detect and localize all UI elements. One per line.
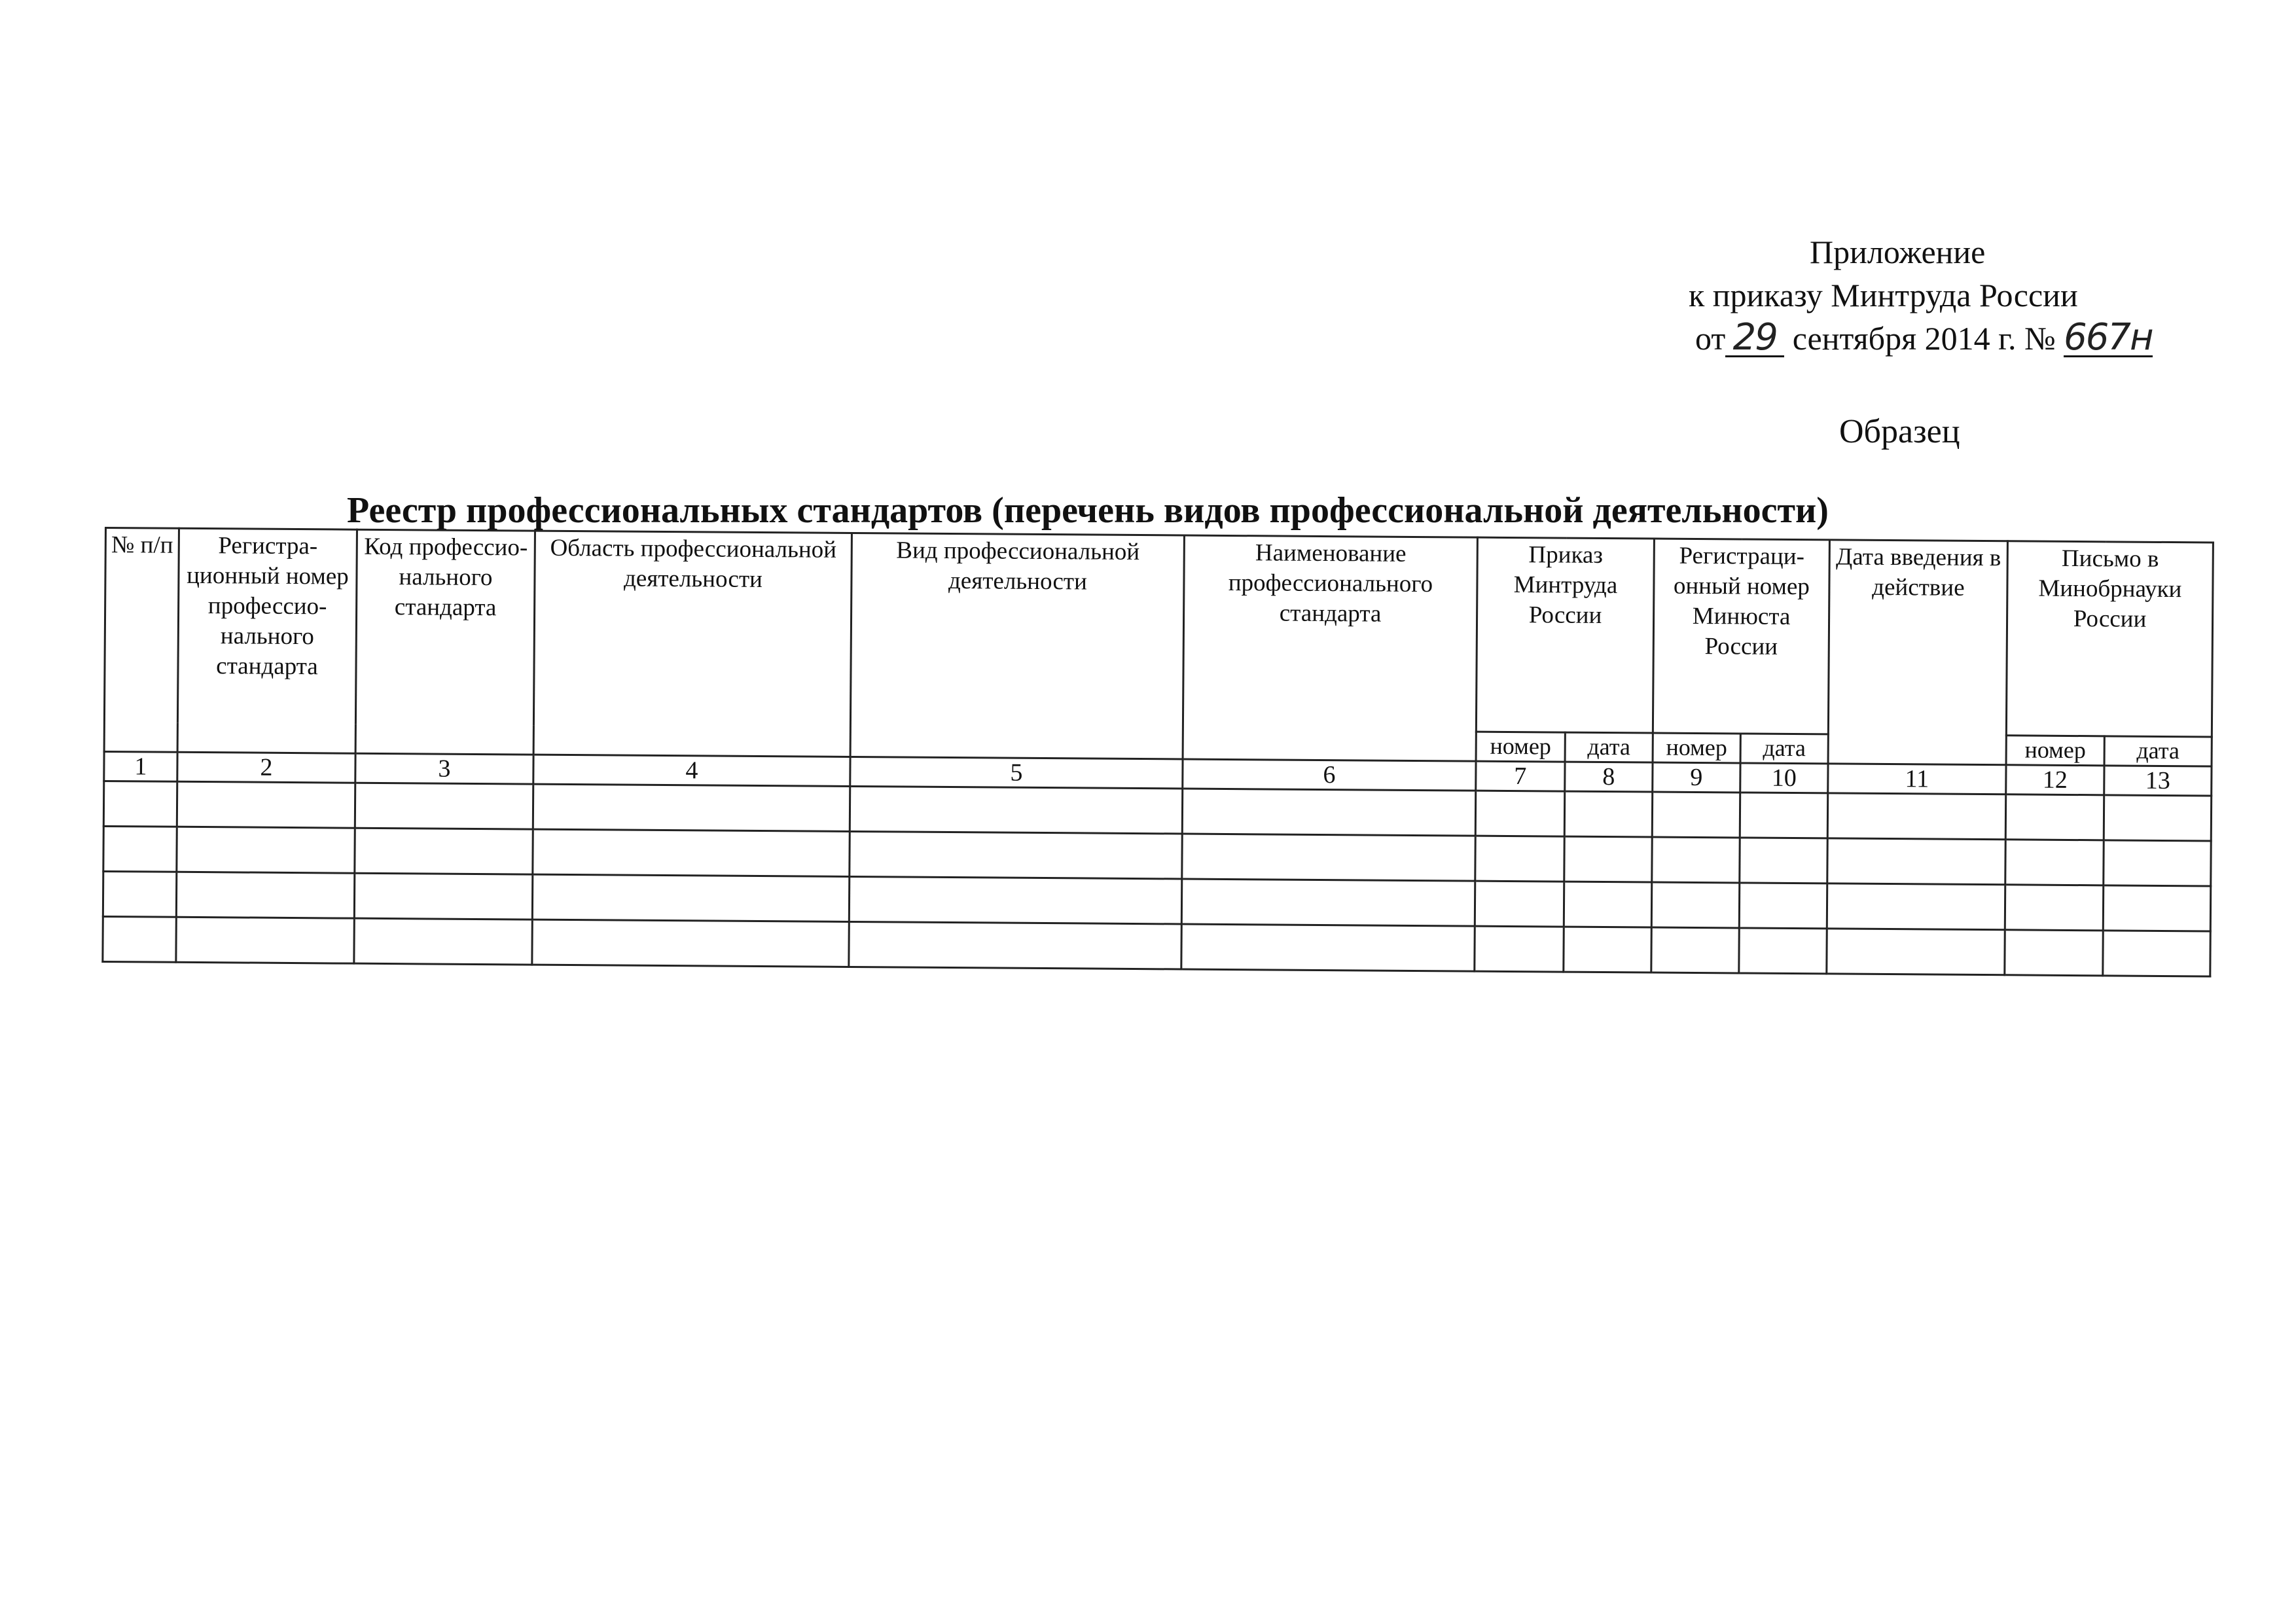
table-cell xyxy=(1652,837,1740,883)
table-cell xyxy=(850,831,1182,879)
table-cell xyxy=(1475,836,1564,882)
header-code: Код профессио-нального стандарта xyxy=(355,529,535,755)
column-number: 4 xyxy=(533,755,850,786)
date-prefix: от xyxy=(1695,320,1726,357)
table-cell xyxy=(849,921,1181,969)
table-cell xyxy=(1827,929,2005,975)
column-number: 7 xyxy=(1476,761,1565,791)
table-cell xyxy=(103,916,176,962)
table-cell xyxy=(177,827,355,873)
header-name: Наименование профессионального стандарта xyxy=(1183,535,1477,761)
number-sign: № xyxy=(2024,320,2056,357)
column-number: 8 xyxy=(1565,762,1653,792)
table-cell xyxy=(533,829,850,876)
subheader-minjust-number: номер xyxy=(1653,733,1740,763)
subheader-minjust-date: дата xyxy=(1740,734,1828,764)
column-number: 13 xyxy=(2104,766,2212,796)
table-cell xyxy=(1827,793,2005,840)
column-number: 10 xyxy=(1740,763,1828,793)
table-cell xyxy=(2005,930,2103,976)
table-cell xyxy=(177,781,355,828)
header-effective-date: Дата введения в действие xyxy=(1828,540,2007,765)
column-number: 9 xyxy=(1653,762,1740,793)
table-cell xyxy=(1475,791,1564,836)
table-cell xyxy=(1181,879,1475,926)
header-order: Приказ Минтруда России xyxy=(1476,537,1654,733)
table-cell xyxy=(1740,793,1827,838)
table-cell xyxy=(176,872,354,918)
column-number: 5 xyxy=(850,757,1183,789)
header-row xyxy=(104,528,2213,737)
header-area: Область профессиональной деятельности xyxy=(533,531,852,757)
table-cell xyxy=(103,781,177,827)
sample-label: Образец xyxy=(1839,413,1960,450)
table-cell xyxy=(850,786,1182,834)
column-number: 2 xyxy=(177,752,355,783)
table-cell xyxy=(1564,836,1652,882)
table-cell xyxy=(2005,885,2103,931)
table-cell xyxy=(1651,882,1739,928)
table-cell xyxy=(354,918,532,965)
table-cell xyxy=(2103,885,2210,931)
table-cell xyxy=(2005,794,2104,840)
subheader-order-date: дата xyxy=(1565,732,1653,762)
page-title: Реестр профессиональных стандартов (перечень видов профессиональной деятельности) xyxy=(347,490,1829,531)
header-kind: Вид профессиональной деятельности xyxy=(850,533,1184,759)
table-cell xyxy=(1827,883,2005,930)
table-cell xyxy=(1827,838,2005,885)
table-cell xyxy=(1651,927,1739,973)
table-cell xyxy=(532,919,849,967)
header-reg-number: Регистра-ционный номер профессио-нального стандарта xyxy=(177,528,357,753)
subheader-letter-date: дата xyxy=(2104,736,2212,766)
table-cell xyxy=(355,783,533,829)
header-letter: Письмо в Минобрнауки России xyxy=(2006,541,2213,737)
handwritten-order-number: 667н xyxy=(2064,316,2153,359)
subheader-order-number: номер xyxy=(1476,732,1565,762)
table-cell xyxy=(103,826,177,872)
table-cell xyxy=(176,917,354,963)
table-cell xyxy=(2103,931,2210,976)
table-cell xyxy=(1739,883,1827,929)
column-number: 11 xyxy=(1828,764,2006,794)
table-cell xyxy=(1181,924,1475,971)
table-cell xyxy=(1182,834,1475,881)
table-cell xyxy=(103,871,176,917)
appendix-heading: Приложение xyxy=(1810,234,1986,270)
table-cell xyxy=(2104,840,2211,886)
table-cell xyxy=(1564,927,1651,972)
table-cell xyxy=(1564,791,1652,837)
column-number: 6 xyxy=(1183,759,1476,791)
table-cell xyxy=(1564,882,1651,927)
table-cell xyxy=(1740,838,1827,883)
appendix-order-ref: к приказу Минтруда России xyxy=(1689,277,2078,313)
subheader-letter-number: номер xyxy=(2006,736,2104,766)
appendix-block xyxy=(1623,230,2278,360)
column-number: 1 xyxy=(104,752,177,782)
date-month-year: сентября 2014 г. xyxy=(1792,320,2017,357)
table-cell xyxy=(1652,792,1740,838)
column-number: 12 xyxy=(2006,765,2104,795)
table-cell xyxy=(533,784,850,831)
header-num: № п/п xyxy=(104,528,179,753)
table-cell xyxy=(1739,928,1827,974)
table-cell xyxy=(1182,789,1475,836)
table-cell xyxy=(2104,795,2211,841)
registry-table xyxy=(101,527,2214,977)
table-cell xyxy=(1475,881,1564,927)
column-number: 3 xyxy=(355,753,533,784)
table-cell xyxy=(1475,926,1564,972)
table-cell xyxy=(355,828,533,874)
table-cell xyxy=(354,873,532,919)
table-cell xyxy=(849,876,1181,924)
appendix-date-line xyxy=(1623,317,2278,360)
table-cell xyxy=(532,874,849,921)
handwritten-day: 29 xyxy=(1725,320,1784,357)
header-minjust: Регистраци-онный номер Минюста России xyxy=(1653,539,1829,734)
table-cell xyxy=(2005,840,2104,885)
